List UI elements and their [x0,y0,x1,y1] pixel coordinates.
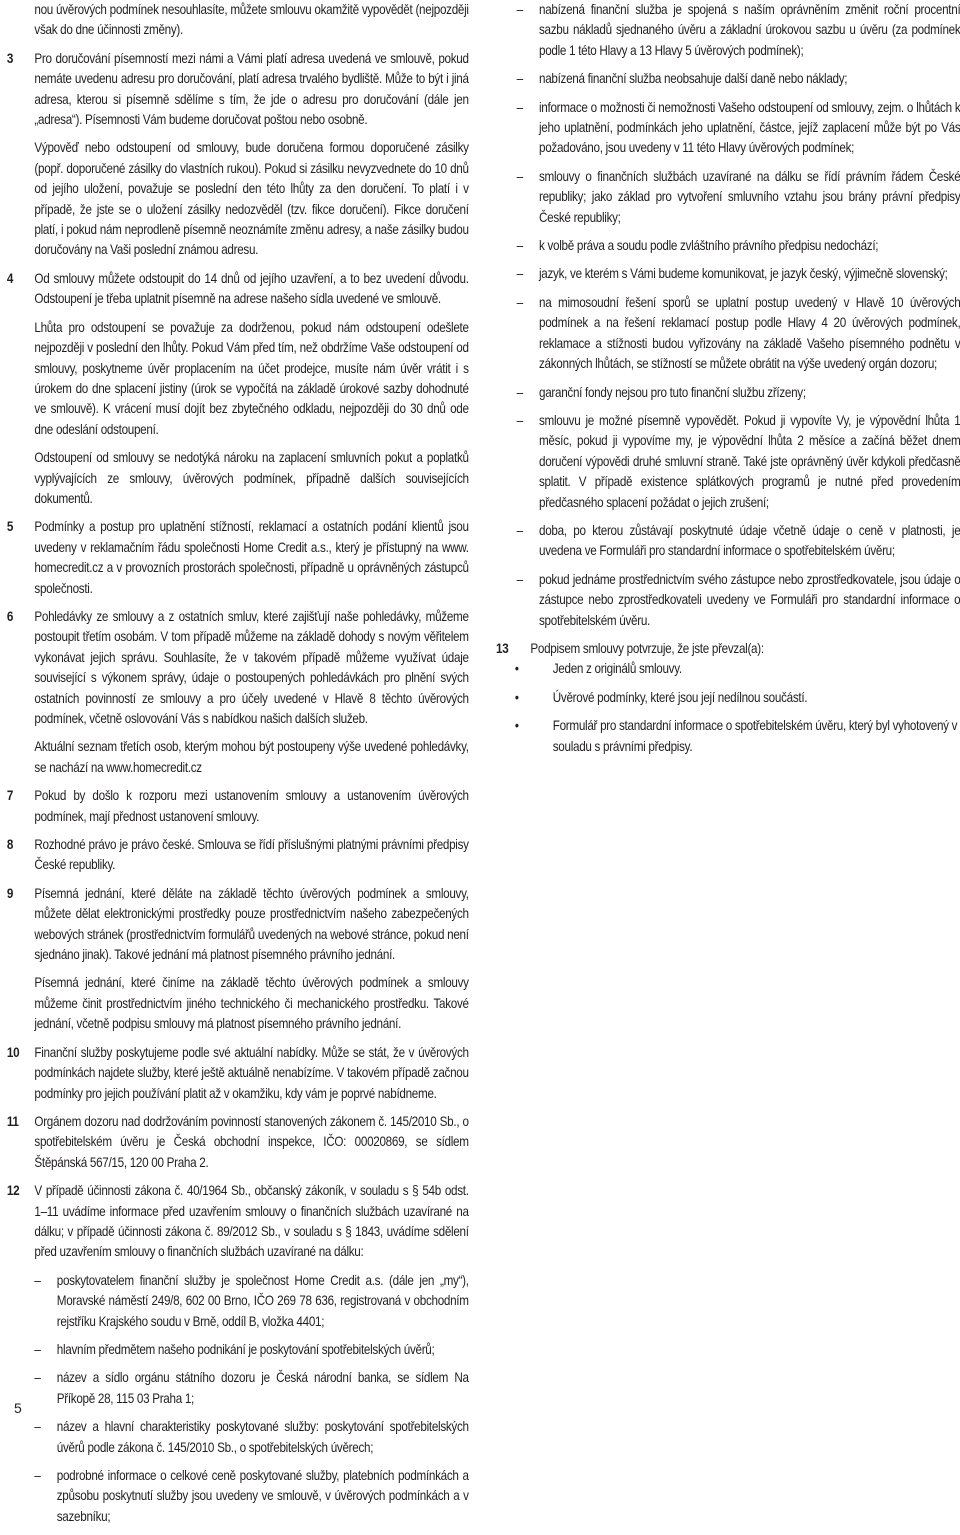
section-paragraph: Pokud by došlo k rozporu mezi ustanovením smlouvy a ustanovením úvěrových podmínek, mají přednost ustanovení smlouvy. [34,788,469,824]
section-paragraph: Rozhodné právo je právo české. Smlouva se řídí příslušnými platnými právními předpisy České republiky. [34,837,469,873]
dash-list-item: – název a sídlo orgánu státního dozoru je Česká národní banka, se sídlem Na Příkopě 28, 115 03 Praha 1; [34,1370,469,1406]
dash-marker: – [516,168,523,184]
dash-marker: – [34,1419,41,1435]
section-number: 4 [6,270,14,286]
bullet-item: • Jeden z originálů smlouvy. [496,659,960,679]
section-paragraph: Finanční služby poskytujeme podle své aktuální nabídky. Může se stát, že v úvěrových podmínkách najdete služby, které ještě aktuálně nenabízíme. V takovém případě začnou podmínky pro jejich používání platit až v okamžiku, kdy vám je poprvé nabídneme. [34,1044,469,1101]
section-number: 3 [6,50,14,66]
right-column [496,0,960,765]
section-number: 10 [6,1044,20,1060]
section-3 [0,49,469,261]
dash-list-item: – podrobné informace o celkové ceně poskytované služby, platebních podmínkách a způsobu poskytnutí služby jsou uvedeny ve smlouvě, v úvěrových podmínkách a v sazebníku; [34,1468,469,1524]
dash-list-item: – k volbě práva a soudu podle zvláštního právního předpisu nedochází; [517,236,960,256]
bullet-marker: • [514,718,519,734]
section-paragraph: Aktuální seznam třetích osob, kterým mohou být postoupeny výše uvedené pohledávky, se nachází na www.homecredit.cz [34,739,469,775]
section-paragraph: Písemná jednání, které děláte na základě těchto úvěrových podmínek a smlouvy, můžete dělat elektronickými prostředky pouze prostřednictvím našeho zabezpečených webových stránek (prostřednictvím formulářů uvedených na webové stránce, pokud není sjednáno jinak). Takové jednání má platnost písemného právního jednání. [34,885,469,963]
dash-list-item: – informace o možnosti či nemožnosti Vašeho odstoupení od smlouvy, zejm. o lhůtách k jeho uplatnění, podmínkách jeho uplatnění, částce, jejíž zaplacení může být po Vás požadováno, jsou uvedeny v 11 této Hlavy úvěrových podmínek; [516,99,960,156]
dash-list-item: – pokud jednáme prostřednictvím svého zástupce nebo zprostředkovatele, jsou údaje o zástupce nebo zprostředkovateli uvedeny ve Formuláři pro standardní informace o spotřebitelském úvěru. [516,571,960,628]
section-8 [0,835,469,876]
dash-marker: – [516,412,523,428]
section-paragraph: Výpověď nebo odstoupení od smlouvy, bude doručena formou doporučené zásilky (popř. doporučené zásilky do vlastních rukou). Pokud si zásilku nevyzvednete do 10 dnů od jejího uložení, považuje se poslední den této lhůty za den doručení. To platí i v případě, že jste se o uložení zásilky nedozvěděl (tzv. fikce doručení). Fikce doručení platí, i pokud nám neprodleně písemně neoznámíte změnu adresy, a naše zásilky budou doručovány na Vaši poslední známou adresu. [34,140,469,258]
dash-marker: – [516,238,523,254]
bullet-marker: • [514,689,519,705]
section-13 [496,639,960,757]
section-paragraph: Od smlouvy můžete odstoupit do 14 dnů od jejího uzavření, a to bez uvedení důvodu. Odstoupení je třeba uplatnit písemně na adrese našeho sídla uvedené ve smlouvě. [34,270,469,307]
section-6 [0,607,469,778]
bullet-marker: • [514,661,519,677]
section-number: 12 [6,1183,20,1199]
dash-list-item: – poskytovatelem finanční služby je společnost Home Credit a.s. (dále jen „my“), Moravské náměstí 249/8, 602 00 Brno, IČO 269 78 636, registrovaná v obchodním rejstříku Krajského soudu v Brně, oddíl B, vložka 4401; [34,1272,469,1329]
section-number: 7 [6,788,14,804]
section-paragraph: Písemná jednání, které činíme na základě těchto úvěrových podmínek a smlouvy můžeme činit prostřednictvím jiného technického či mechanického prostředku. Takové jednání, včetně podpisu smlouvy má platnost písemného právního jednání. [34,975,469,1032]
dash-list-item: – jazyk, ve kterém s Vámi budeme komunikovat, je jazyk český, výjimečně slovenský; [517,264,960,284]
intro-text: nou úvěrových podmínek nesouhlasíte, můžete smlouvu okamžitě vypovědět (nejpozději však do dne účinnosti změny). [34,2,469,38]
dash-list-item: – nabízená finanční služba je spojená s naším oprávněním změnit roční procentní sazbu nákladů sjednaného úvěru a základní úrokovou sazbu u úvěru (za podmínek podle 1 této Hlavy a 13 Hlavy 5 úvěrových podmínek); [516,2,960,58]
dash-list-item: – nabízená finanční služba neobsahuje další daně nebo náklady; [517,69,960,89]
section-10 [0,1043,469,1104]
section-intro: Podpisem smlouvy potvrzuje, že jste převzal(a): [530,640,764,656]
section-paragraph: Lhůta pro odstoupení se považuje za dodrženou, pokud nám odstoupení odešlete nejpozději v poslední den lhůty. Pokud Vám před tím, než obdržíme Vaše odstoupení od smlouvy, poskytneme úvěr proplacením na účet prodejce, musíte nám úvěr vrátit i s úrokem do dne splacení jistiny (úrok se vypočítá na základě úrokové sazby dohodnuté ve smlouvě). K vrácení musí dojít bez zbytečného odkladu, nejpozději do 30 dnů ode dne odeslání odstoupení. [34,319,469,437]
dash-marker: – [34,1341,41,1357]
dash-marker: – [34,1468,41,1483]
dash-marker: – [516,384,523,400]
section-paragraph: Podmínky a postup pro uplatnění stížností, reklamací a ostatních podání klientů jsou uvedeny v reklamačním řádu společnosti Home Credit a.s., který je přístupný na www. homecredit.cz a v provozních prostorách společnosti, případně u oprávněných zástupců společnosti. [34,519,469,596]
dash-marker: – [516,294,523,310]
section-4 [0,269,469,509]
dash-marker: – [516,99,523,115]
section-number: 8 [6,837,14,853]
page-number: 5 [14,1400,22,1416]
dash-list-item: – smlouvu je možné písemně vypovědět. Pokud ji vypovíte Vy, je výpovědní lhůta 1 měsíc, pokud ji vypovíme my, je výpovědní lhůta 2 měsíce a začíná běžet dnem doručení výpovědi druhé smluvní straně. Také jste oprávněný úvěr kdykoli předčasně splatit. V případě existence splátkových programů je nutné před provedením předčasného splacení požádat o jejich zrušení; [516,412,960,510]
bullet-item: • Formulář pro standardní informace o spotřebitelském úvěru, který byl vyhotovený v souladu s právními předpisy. [514,718,958,754]
section-number: 5 [6,519,14,535]
section-number: 9 [6,885,14,901]
dash-marker: – [516,266,523,282]
section-12 [0,1181,469,1527]
left-column [0,0,469,1535]
dash-list-item: – hlavním předmětem našeho podnikání je poskytování spotřebitelských úvěrů; [34,1340,468,1360]
dash-marker: – [34,1272,41,1288]
section-paragraph: Odstoupení od smlouvy se nedotýká nároku na zaplacení smluvních pokut a poplatků vyplývajících ze smlouvy, úvěrových podmínek, případně dalších souvisejících dokumentů. [34,450,469,506]
section-5 [0,517,469,599]
section-11 [0,1112,469,1173]
dash-marker: – [34,1370,41,1386]
dash-marker: – [516,571,523,587]
dash-list-item: – název a hlavní charakteristiky poskytované služby: poskytování spotřebitelských úvěrů podle zákona č. 145/2010 Sb., o spotřebitelských úvěrech; [34,1419,469,1455]
section-number: 11 [6,1113,19,1129]
dash-list-item: – doba, po kterou zůstávají poskytnuté údaje včetně údaje o ceně v platnosti, je uvedena ve Formuláři pro standardní informace o spotřebitelském úvěru; [516,522,960,559]
dash-marker: – [516,2,523,17]
section-paragraph: Orgánem dozoru nad dodržováním povinností stanovených zákonem č. 145/2010 Sb., o spotřebitelském úvěru je Česká obchodní inspekce, IČO: 00020869, se sídlem Štěpánská 567/15, 120 00 Praha 2. [34,1113,469,1170]
dash-list-item: – smlouvy o finančních službách uzavírané na dálku se řídí právním řádem České republiky; jako základ pro vytvoření smluvního vztahu jsou brány právní předpisy České republiky; [516,168,960,225]
dash-list-item: – garanční fondy nejsou pro tuto finanční službu zřízeny; [517,383,960,403]
section-paragraph: Pro doručování písemností mezi námi a Vámi platí adresa uvedená ve smlouvě, pokud nemáte uvedenu adresu pro doručování, platí adresa trvalého bydliště. Může to být i jiná adresa, kterou si písemně sdělíme s tím, že jde o adresu pro doručování (dále jen „adresa“). Písemnosti Vám budeme doručovat poštou nebo osobně. [34,50,469,128]
section-7 [0,786,469,827]
bullet-item: • Úvěrové podmínky, které jsou její nedílnou součástí. [496,688,960,708]
section-number: 13 [496,640,509,656]
dash-marker: – [516,522,523,538]
section-9 [0,884,469,1035]
section-number: 6 [6,608,14,624]
dash-list-item: – na mimosoudní řešení sporů se uplatní postup uvedený v Hlavě 10 úvěrových podmínek a na řešení reklamací postup podle Hlavy 4 20 úvěrových podmínek, reklamace a stížnosti budou vyřizovány na základě Vašeho písemného podnětu v zákonných lhůtách, se stížností se můžete obrátit na výše uvedený orgán dozoru; [516,294,960,372]
dash-marker: – [516,71,523,87]
section-paragraph: Pohledávky ze smlouvy a z ostatních smluv, které zajišťují naše pohledávky, můžeme postoupit třetím osobám. V tom případě můžeme na základě dohody s novým věřitelem vykonávat jejich správu. Souhlasíte, že v takovém případě můžeme využívat údaje související s výkonem správy, údaje o postoupených pohledávkách pro plnění svých ostatních povinností ze smlouvy a pro účely uvedené v Hlavě 8 těchto úvěrových podmínek, včetně oslovování Vás s nabídkou našich dalších služeb. [34,608,469,726]
section-paragraph: V případě účinnosti zákona č. 40/1964 Sb., občanský zákoník, v souladu s § 54b odst. 1–11 uvádíme informace před uzavřením smlouvy o finančních službách uzavírané na dálku; v případě účinnosti zákona č. 89/2012 Sb., v souladu s § 1843, uvádíme sdělení před uzavřením smlouvy o finančních službách uzavírané na dálku: [34,1183,469,1260]
